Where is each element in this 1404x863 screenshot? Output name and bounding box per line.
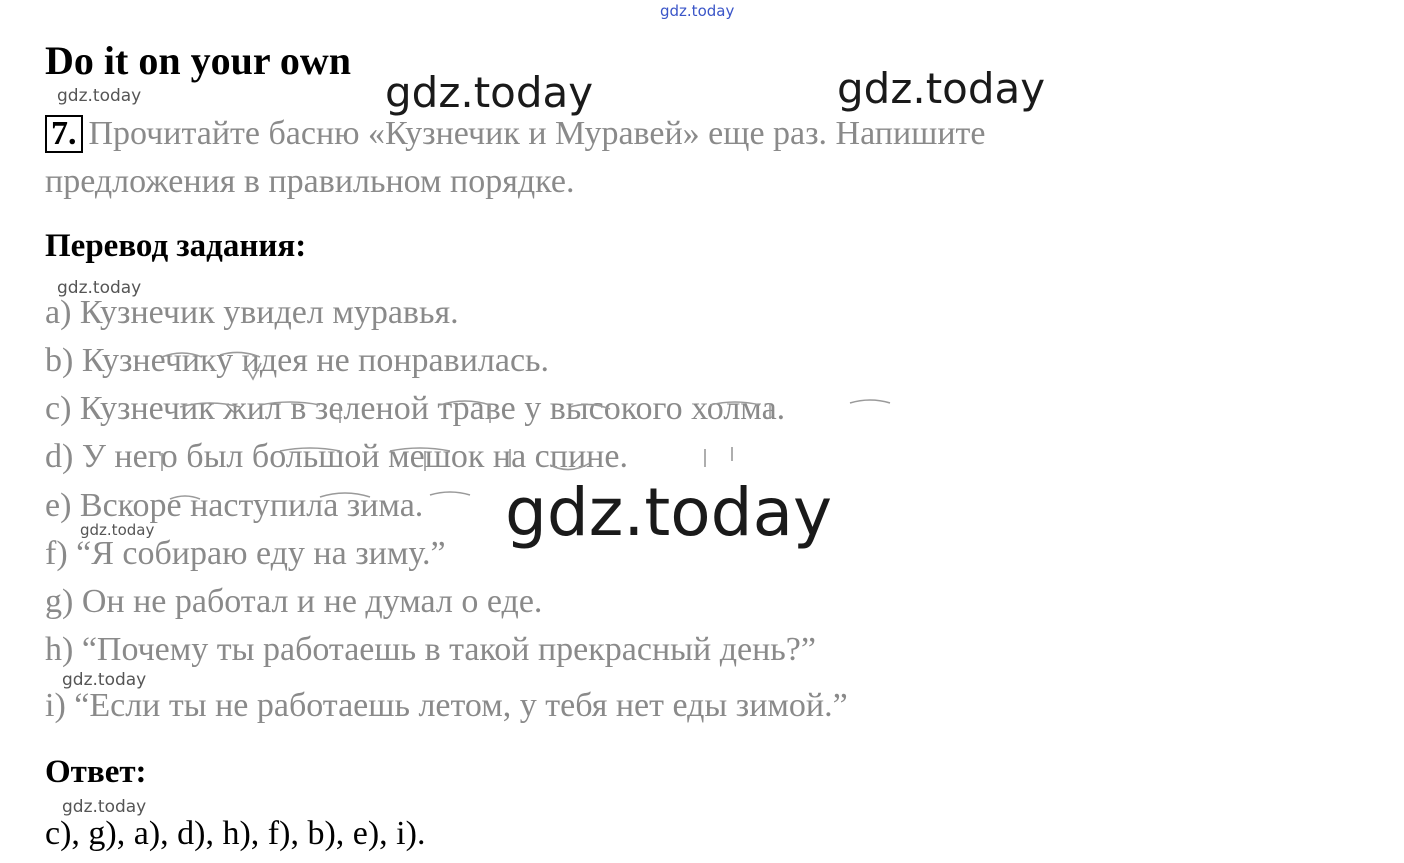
list-item: c) Кузнечик жил в зеленой траве у высокого холма. [45, 390, 786, 427]
watermark-small: gdz.today [57, 86, 142, 106]
list-item: d) У него был большой мешок на спине. [45, 438, 628, 475]
watermark-small: gdz.today [62, 670, 147, 690]
watermark-large: gdz.today [837, 64, 1046, 113]
answer-text: c), g), a), d), h), f), b), e), i). [45, 815, 426, 852]
list-item: e) Вскоре наступила зима. [45, 487, 424, 524]
page-title: Do it on your own [45, 38, 351, 83]
list-item: a) Кузнечик увидел муравья. [45, 294, 459, 331]
watermark-top: gdz.today [660, 2, 735, 20]
task-number: 7. [45, 115, 83, 153]
answer-heading: Ответ: [45, 754, 147, 790]
list-item: i) “Если ты не работаешь летом, у тебя нет еды зимой.” [45, 687, 848, 724]
watermark-large: gdz.today [505, 474, 833, 551]
list-item: f) “Я собираю еду на зиму.” [45, 535, 446, 572]
watermark-large: gdz.today [385, 68, 594, 117]
task-text-1: Прочитайте басню «Кузнечик и Муравей» еще раз. Напишите [88, 115, 986, 152]
watermark-small: gdz.today [80, 521, 155, 539]
list-item: b) Кузнечику идея не понравилась. [45, 342, 550, 379]
translation-heading: Перевод задания: [45, 228, 307, 264]
watermark-small: gdz.today [62, 797, 147, 817]
list-item: h) “Почему ты работаешь в такой прекрасный день?” [45, 631, 816, 668]
task-statement-line-2: предложения в правильном порядке. [45, 163, 575, 200]
watermark-small: gdz.today [57, 278, 142, 298]
list-item: g) Он не работал и не думал о еде. [45, 583, 543, 620]
task-statement-line-1 [45, 114, 985, 154]
